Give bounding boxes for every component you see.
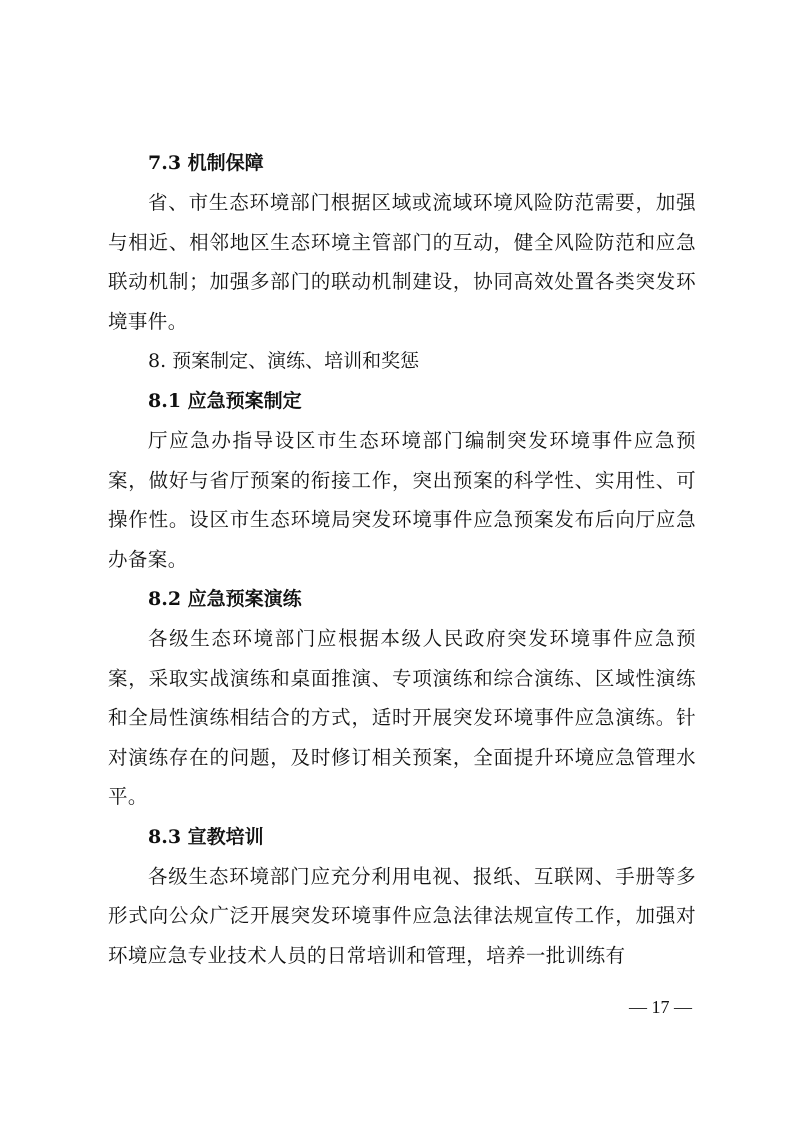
page-number: — 17 —: [629, 997, 692, 1017]
section-8-2-paragraph: 各级生态环境部门应根据本级人民政府突发环境事件应急预案，采取实战演练和桌面推演、专项演练和综合演练、区域性演练和全局性演练相结合的方式，适时开展突发环境事件应急演练。针对演练存在的问题，及时修订相关预案，全面提升环境应急管理水平。: [108, 627, 696, 808]
section-7-3-paragraph: 省、市生态环境部门根据区域或流域环境风险防范需要，加强与相近、相邻地区生态环境主管部门的互动，健全风险防范和应急联动机制；加强多部门的联动机制建设，协同高效处置各类突发环境事件。: [108, 191, 696, 333]
section-8-3-heading: 8.3 宣教培训: [148, 825, 264, 848]
section-8-2-heading: 8.2 应急预案演练: [148, 588, 302, 610]
section-7-3-heading: 7.3 机制保障: [148, 152, 264, 174]
section-8-1-heading: 8.1 应急预案制定: [148, 390, 302, 412]
section-8-3-paragraph: 各级生态环境部门应充分利用电视、报纸、互联网、手册等多形式向公众广泛开展突发环境事件应急法律法规宣传工作，加强对环境应急专业技术人员的日常培训和管理，培养一批训练有: [108, 864, 696, 967]
section-8-heading: 8. 预案制定、演练、培训和奖惩: [148, 350, 420, 372]
section-8-1-paragraph: 厅应急办指导设区市生态环境部门编制突发环境事件应急预案，做好与省厅预案的衔接工作，突出预案的科学性、实用性、可操作性。设区市生态环境局突发环境事件应急预案发布后向厅应急办备案。: [108, 429, 696, 571]
page-content: [108, 143, 696, 975]
